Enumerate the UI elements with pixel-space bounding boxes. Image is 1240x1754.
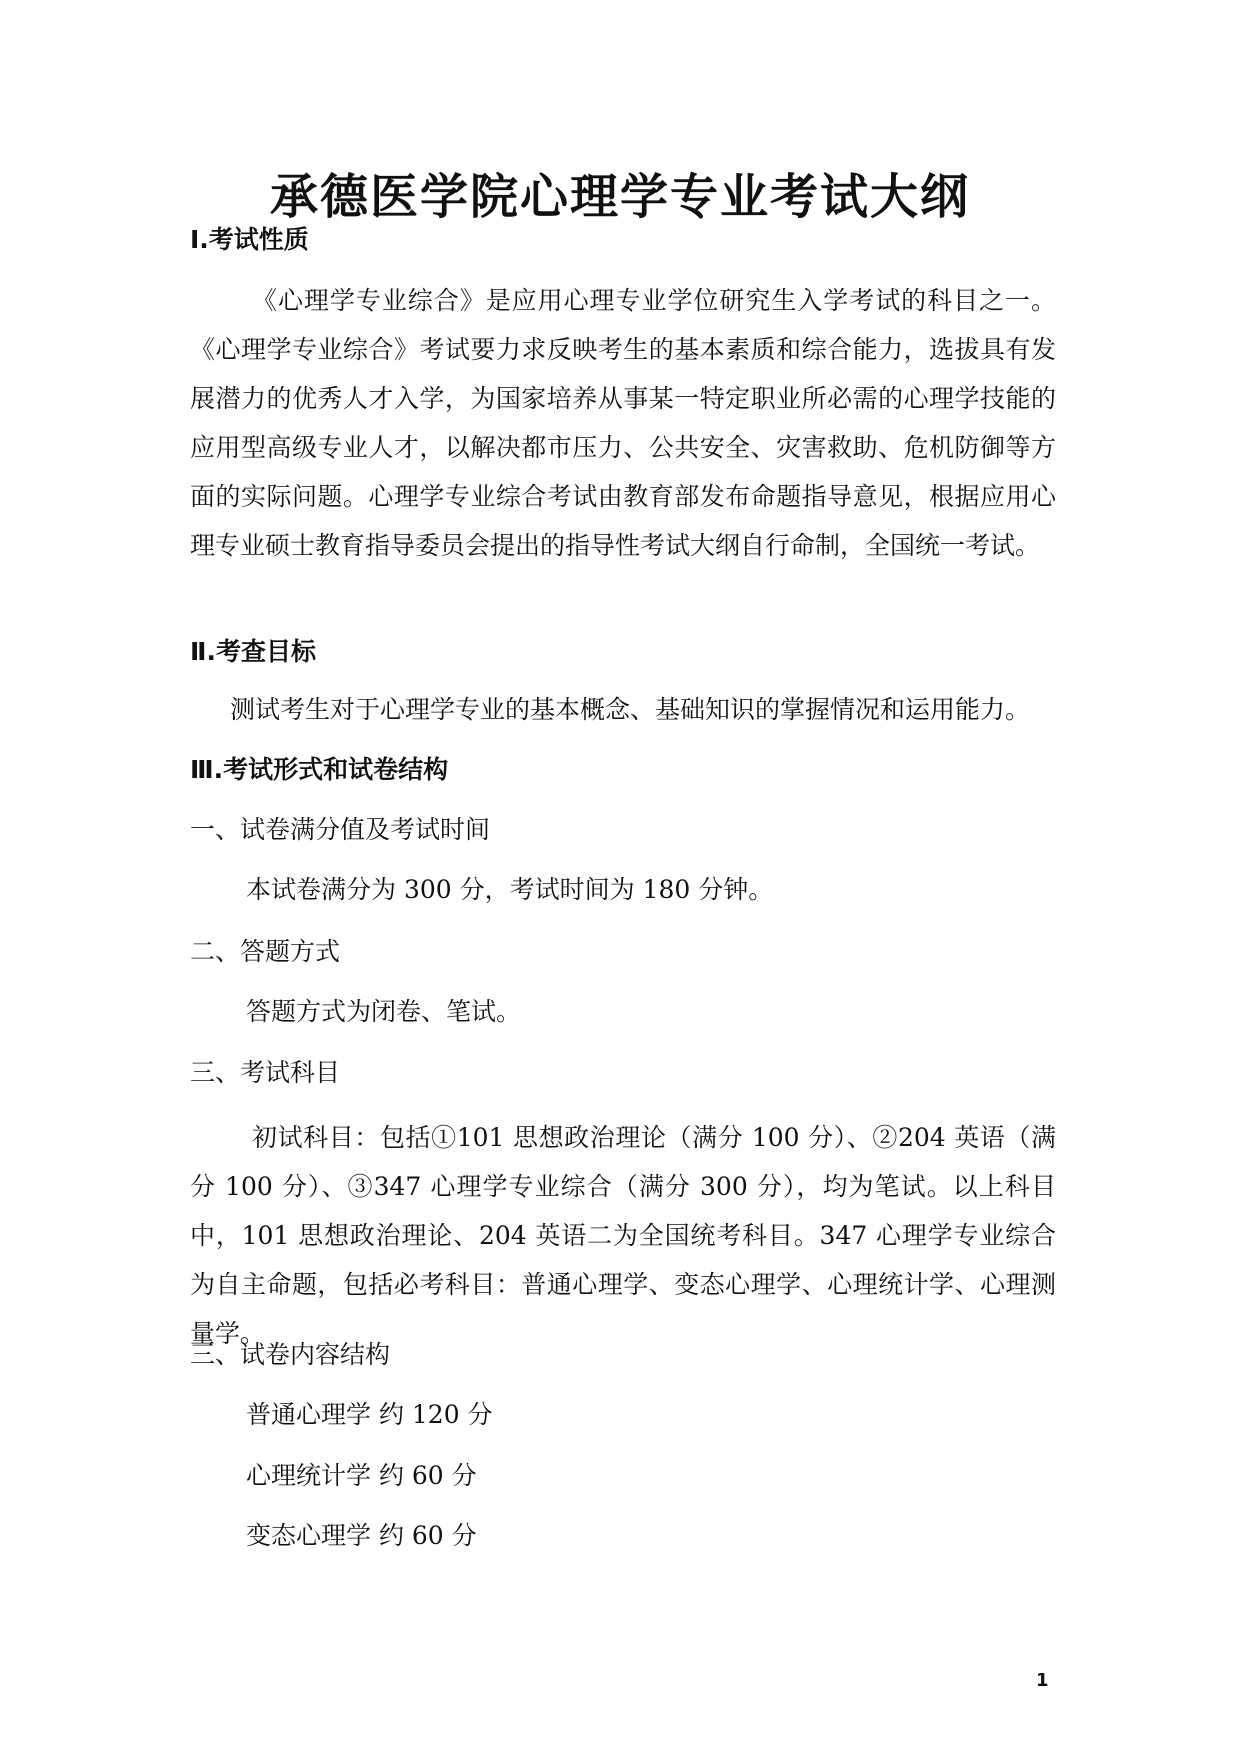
document-title: 承德医学院心理学专业考试大纲 bbox=[269, 169, 970, 225]
content-item: 心理统计学 约 60 分 bbox=[246, 1461, 477, 1490]
subsection-body-subjects: 初试科目：包括①101 思想政治理论（满分 100 分）、②204 英语（满分 100 分）、③347 心理学专业综合（满分 300 分），均为笔试。以上科目中，101 思想政治理论、204 英语二为全国统考科目。347 心理学专业综合为自主命题，包括必考科目：普通心理学、变态心理学、心理统计学、心理测量学。 bbox=[190, 1123, 1056, 1348]
section-body-nature: 《心理学专业综合》是应用心理专业学位研究生入学考试的科目之一。《心理学专业综合》考试要力求反映考生的基本素质和综合能力，选拔具有发展潜力的优秀人才入学，为国家培养从事某一特定职业所必需的心理学技能的应用型高级专业人才，以解决都市压力、公共安全、灾害救助、危机防御等方面的实际问题。心理学专业综合考试由教育部发布命题指导意见，根据应用心理专业硕士教育指导委员会提出的指导性考试大纲自行命制，全国统一考试。 bbox=[190, 286, 1056, 560]
section-heading-objective: Ⅱ.考查目标 bbox=[190, 637, 316, 666]
subsection-heading-answer-mode: 二、答题方式 bbox=[190, 937, 341, 966]
section-heading-format: Ⅲ.考试形式和试卷结构 bbox=[190, 755, 449, 784]
page-number: 1 bbox=[1036, 1670, 1049, 1691]
subsection-body-score-time: 本试卷满分为 300 分，考试时间为 180 分钟。 bbox=[246, 875, 774, 904]
subsection-heading-content-structure: 三、试卷内容结构 bbox=[190, 1340, 391, 1369]
section-body-objective: 测试考生对于心理学专业的基本概念、基础知识的掌握情况和运用能力。 bbox=[230, 695, 1031, 724]
section-heading-nature: Ⅰ.考试性质 bbox=[190, 225, 309, 254]
content-item: 变态心理学 约 60 分 bbox=[246, 1521, 477, 1550]
content-item: 普通心理学 约 120 分 bbox=[246, 1400, 493, 1429]
subsection-heading-subjects: 三、考试科目 bbox=[190, 1058, 341, 1087]
subsection-body-answer-mode: 答题方式为闭卷、笔试。 bbox=[246, 997, 522, 1026]
subsection-heading-score-time: 一、试卷满分值及考试时间 bbox=[190, 815, 491, 844]
